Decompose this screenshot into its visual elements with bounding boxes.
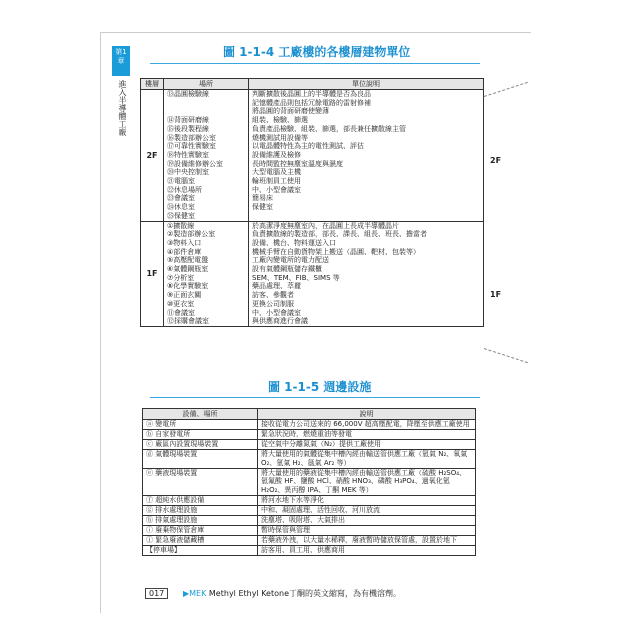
facility-cell: ⓐ 變電所 xyxy=(143,420,258,430)
place-item: ⑨正面玄關 xyxy=(167,291,202,300)
header-floor: 樓層 xyxy=(141,79,164,90)
table-row xyxy=(141,90,484,222)
description-cell: 接收從電力公司送來的 66,000V 超高壓配電，降壓至供應工廠使用 xyxy=(258,420,476,430)
facilities-table xyxy=(142,408,476,556)
desc-item: 記憶體產品則包括冗餘電路的雷射修補 xyxy=(252,98,371,107)
table-row xyxy=(143,468,476,496)
facility-cell: ⓓ 氣體現場裝置 xyxy=(143,449,258,468)
place-item: ⑯製造部辦公室 xyxy=(167,133,216,142)
place-item: ①擴散線 xyxy=(167,221,195,230)
desc-item: 長時間監控無塵室溫度與濕度 xyxy=(252,159,343,168)
place-cell xyxy=(164,90,249,222)
figure-title-facilities: 圖 1-1-5 週邊設施 xyxy=(268,380,372,394)
header-facility: 設備、場所 xyxy=(143,409,258,420)
table-row xyxy=(143,449,476,468)
desc-cell xyxy=(249,221,484,326)
desc-item: 以電晶體特性為主的電性測試、評估 xyxy=(252,142,364,151)
place-item: ⑫採購會議室 xyxy=(167,317,209,326)
desc-item: 更換公司制服 xyxy=(252,299,294,308)
header-description: 說明 xyxy=(258,409,476,420)
floors-table xyxy=(140,78,484,327)
figure-title-floors: 圖 1-1-4 工廠樓的各樓層建物單位 xyxy=(223,45,411,59)
table-row xyxy=(143,420,476,430)
header-place: 場所 xyxy=(164,79,249,90)
table-row xyxy=(143,545,476,555)
table-row xyxy=(143,516,476,526)
place-item: ④部件倉庫 xyxy=(167,247,202,256)
table-row xyxy=(143,429,476,439)
table-header-row xyxy=(141,79,484,90)
desc-item: 中、小型會議室 xyxy=(252,185,301,194)
facility-cell: ⓔ 藥液現場裝置 xyxy=(143,468,258,496)
title-rule xyxy=(150,397,480,398)
desc-item: 設備、機台、物料運送入口 xyxy=(252,238,336,247)
desc-item: 燒機測試用設備等 xyxy=(252,133,308,142)
desc-item: 設備維護及檢修 xyxy=(252,150,301,159)
desc-item: 保健室 xyxy=(252,203,273,212)
chapter-label: 第1章 xyxy=(115,48,127,65)
desc-item: 簡易床 xyxy=(252,194,273,203)
footnote-marker: ▶MEK xyxy=(183,589,207,598)
place-item: ⑭背面研磨線 xyxy=(167,116,209,125)
table-row xyxy=(143,525,476,535)
floor-marker-1f: 1F xyxy=(490,290,502,299)
desc-item: 判斷擴散後晶圓上的半導體是否為良品 xyxy=(252,90,371,98)
footnote xyxy=(183,588,401,599)
desc-item: 大型電腦及主機 xyxy=(252,168,301,177)
place-item: ⑪會議室 xyxy=(167,308,195,317)
place-item: ⑱特性實驗室 xyxy=(167,150,209,159)
place-item: ③物料入口 xyxy=(167,238,202,247)
chapter-tab xyxy=(112,46,130,76)
description-cell: 從空氣中分離氮氣（N₂）提供工廠使用 xyxy=(258,439,476,449)
description-cell: 洗塵塔、吸附塔、大氣排出 xyxy=(258,516,476,526)
desc-item: 與供應商進行會議 xyxy=(252,317,308,326)
table-row xyxy=(141,221,484,326)
desc-item: 機械手臂在自動貨物架上搬送（晶圓、靶材、包裝等） xyxy=(252,247,420,256)
desc-item: 負責產品檢驗、組裝、篩選，部長兼任擴散線主管 xyxy=(252,124,406,133)
facility-cell: ⓖ 排水處理設施 xyxy=(143,506,258,516)
table-header-row xyxy=(143,409,476,420)
floor-cell: 1F xyxy=(141,221,164,326)
place-item: ⑮後段製程線 xyxy=(167,124,209,133)
title-rule xyxy=(150,63,480,64)
place-item: ⑩更衣室 xyxy=(167,299,195,308)
place-item: ㉔休息室 xyxy=(167,203,195,212)
facility-cell: ⓑ 自家發電所 xyxy=(143,429,258,439)
page-number: 017 xyxy=(145,588,168,599)
facility-cell: ⓗ 排氣處理設施 xyxy=(143,516,258,526)
place-item: ⑤高壓配電盤 xyxy=(167,256,209,265)
place-item: ②製造部辦公室 xyxy=(167,230,216,239)
desc-item: 中、小型會議室 xyxy=(252,308,301,317)
desc-item: 工廠內變電所的電力配送 xyxy=(252,256,329,265)
description-cell: 將大量使用的氣體從集中槽內經由輸送管供應工廠（氫氣 N₂、氧氣 O₂、氫氣 H₂、氬氣 Ar₂ 等） xyxy=(258,449,476,468)
place-cell xyxy=(164,221,249,326)
facility-cell: ⓘ 廢棄物保管倉庫 xyxy=(143,525,258,535)
floor-marker-2f: 2F xyxy=(490,156,502,165)
desc-item: 訪客、參觀者 xyxy=(252,291,294,300)
floor-cell: 2F xyxy=(141,90,164,222)
table-row xyxy=(143,506,476,516)
place-item: ⑳中央控制室 xyxy=(167,168,209,177)
footnote-text: Methyl Ethyl Ketone丁酮的英文縮寫，為有機溶劑。 xyxy=(208,589,401,598)
chapter-title: 進入半導體工廠 xyxy=(118,80,127,136)
table-row xyxy=(143,439,476,449)
place-item xyxy=(167,107,245,116)
facility-cell: ⓕ 超純水供應設備 xyxy=(143,496,258,506)
description-cell: 暫時保管與管理 xyxy=(258,525,476,535)
description-cell: 緊急狀況時，燃燒重油等發電 xyxy=(258,429,476,439)
place-item: ⑦分析室 xyxy=(167,273,195,282)
place-item: ⑲設備維修辦公室 xyxy=(167,159,223,168)
desc-item: 於高潔淨度無塵室內，在晶圓上長成半導體晶片 xyxy=(252,221,399,230)
place-item: ㉓會議室 xyxy=(167,194,195,203)
facility-cell: ⓒ 廠區內設置現場裝置 xyxy=(143,439,258,449)
desc-item: SEM、TEM、FIB、SIMS 等 xyxy=(252,273,340,282)
desc-item: 輪班制員工使用 xyxy=(252,177,301,186)
facility-cell: 【停車場】 xyxy=(143,545,258,555)
desc-cell xyxy=(249,90,484,222)
facility-cell: ⓙ 緊急廢液儲藏槽 xyxy=(143,535,258,545)
table-row xyxy=(143,535,476,545)
header-desc: 單位說明 xyxy=(249,79,484,90)
table-row xyxy=(143,496,476,506)
description-cell: 中和、凝固處理、活性回收、河川放流 xyxy=(258,506,476,516)
description-cell: 若藥液外洩，以大量水稀釋，廢液暫時儲放保管處，設置於地下 xyxy=(258,535,476,545)
place-item: ⑧化學實驗室 xyxy=(167,282,209,291)
desc-item: 組裝、檢驗、篩選 xyxy=(252,116,308,125)
place-item: ㉒休息場所 xyxy=(167,185,202,194)
description-cell: 訪客用、員工用、供應商用 xyxy=(258,545,476,555)
desc-item: 負責擴散線的製造部，部長、課長、組長、班長、擔當者 xyxy=(252,230,427,239)
place-item: ⑬晶圓檢驗線 xyxy=(167,90,209,98)
description-cell: 將大量使用的藥液從集中槽內經由輸送管供應工廠（硫酸 H₂SO₄、氫氟酸 HF、鹽酸 HCl、硝酸 HNO₃、磷酸 H₃PO₄、過氧化氫 H₂O₂、異丙醇 IPA、丁酮 MEK 等） xyxy=(258,468,476,496)
desc-item: 設有氣體鋼瓶儲存鐵櫃 xyxy=(252,265,322,274)
place-item: ㉑電腦室 xyxy=(167,177,195,186)
place-item xyxy=(167,99,245,108)
place-item: ㉕保健室 xyxy=(167,211,195,220)
place-item: ⑥氣體鋼瓶室 xyxy=(167,265,209,274)
place-item: ⑰可靠性實驗室 xyxy=(167,142,216,151)
desc-item: 藥品處理、萃麗 xyxy=(252,282,301,291)
desc-item: 將晶圓的背面研磨使變薄 xyxy=(252,107,329,116)
description-cell: 將河水地下水等淨化 xyxy=(258,496,476,506)
